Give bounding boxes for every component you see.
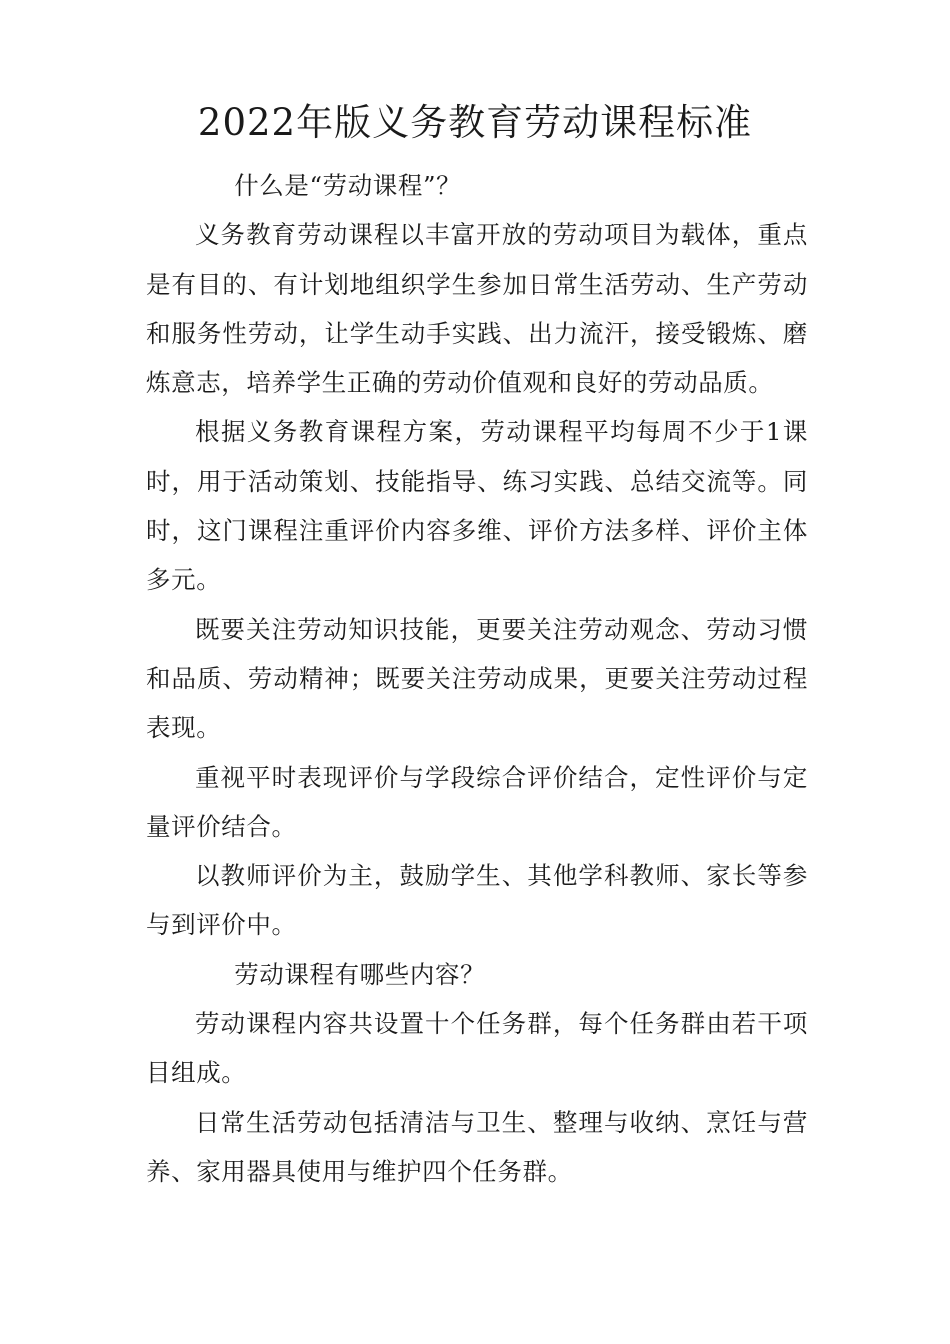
paragraph: 劳动课程内容共设置十个任务群，每个任务群由若干项目组成。 xyxy=(146,1009,808,1088)
section-heading-course-contents: 劳动课程有哪些内容？ xyxy=(234,959,486,989)
document-title: 2022年版义务教育劳动课程标准 xyxy=(197,101,753,144)
paragraph: 既要关注劳动知识技能，更要关注劳动观念、劳动习惯和品质、劳动精神；既要关注劳动成果，更要关注劳动过程表现。 xyxy=(146,614,808,743)
section-heading-what-is-labor-course: 什么是“劳动课程”？ xyxy=(234,171,462,200)
paragraph: 根据义务教育课程方案，劳动课程平均每周不少于1课时，用于活动策划、技能指导、练习实践、总结交流等。同时，这门课程注重评价内容多维、评价方法多样、评价主体多元。 xyxy=(146,417,808,595)
paragraph: 重视平时表现评价与学段综合评价结合，定性评价与定量评价结合。 xyxy=(146,762,808,841)
paragraph: 日常生活劳动包括清洁与卫生、整理与收纳、烹饪与营养、家用器具使用与维护四个任务群。 xyxy=(146,1107,808,1186)
paragraph: 以教师评价为主，鼓励学生、其他学科教师、家长等参与到评价中。 xyxy=(146,861,808,940)
paragraph: 义务教育劳动课程以丰富开放的劳动项目为载体，重点是有目的、有计划地组织学生参加日常生活劳动、生产劳动和服务性劳动，让学生动手实践、出力流汗，接受锻炼、磨炼意志，培养学生正确的劳动价值观和良好的劳动品质。 xyxy=(146,220,808,398)
document-body xyxy=(146,161,808,1196)
